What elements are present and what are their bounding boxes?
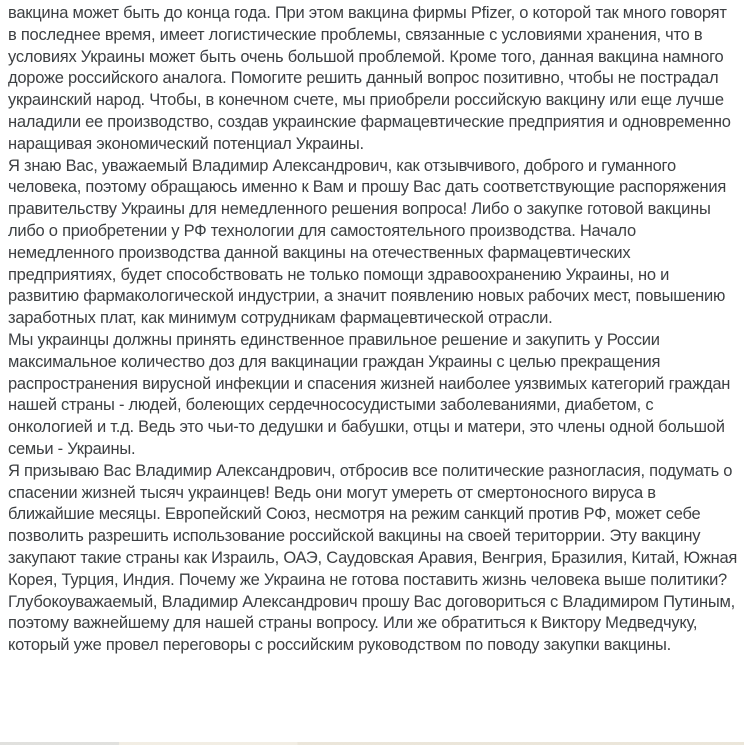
paragraph-ukrainians-decision: Мы украинцы должны принять единственное правильное решение и закупить у России максимальное количество доз для вакцинации граждан Украины с целью прекращения распространения вирусной инфекции и спасения жизней наиболее уязвимых категорий граждан нашей страны - людей, болеющих сердечнососудистыми заболеваниями, диабетом, с онкологией и т.д. Ведь это чьи-то дедушки и бабушки, отцы и матери, это члены одной большой семьи - Украины. xyxy=(8,330,731,458)
paragraph-final-request: Глубокоуважаемый, Владимир Александрович прошу Вас договориться с Владимиром Путиным, поэтому важнейшему для нашей страны вопросу. Или же обратиться к Виктору Медведчуку, который уже провел переговоры с российским руководством по поводу закупки вакцины. xyxy=(8,592,735,655)
paragraph-call-to-action: Я призываю Вас Владимир Александрович, отбросив все политические разногласия, подумать о спасении жизней тысяч украинцев! Ведь они могут умереть от смертоносного вируса в ближайшие месяцы. Европейский Союз, несмотря на режим санкций против РФ, может себе позволить разрешить использование российской вакцины на своей територрии. Эту вакцину закупают такие страны как Израиль, ОАЭ, Саудовская Аравия, Венгрия, Бразилия, Китай, Южная Корея, Турция, Индия. Почему же Украина не готова поставить жизнь человека выше политики? xyxy=(8,461,738,589)
paragraph-appeal-for-orders: Я знаю Вас, уважаемый Владимир Александрович, как отзывчивого, доброго и гуманного человека, поэтому обращаюсь именно к Вам и прошу Вас дать соответствующие распоряжения правительству Украины для немедленного решения вопроса! Либо о закупке готовой вакцины либо о приобретении у РФ технологии для самостоятельного производства. Начало немедленного производства данной вакцины на отечественных фармацевтических предприятиях, будет способствовать не только помощи здравоохранению Украины, но и развитию фармакологической индустрии, а значит появлению новых рабочих мест, повышению заработных плат, как минимум сотрудникам фармацевтической отрасли. xyxy=(8,156,727,328)
paragraph-vaccine-logistics: вакцина может быть до конца года. При этом вакцина фирмы Pfizer, о которой так много говорят в последнее время, имеет логистические проблемы, связанные с условиями хранения, что в условиях Украины может быть очень большой проблемой. Кроме того, данная вакцина намного дороже российского аналога. Помогите решить данный вопрос позитивно, чтобы не пострадал украинский народ. Чтобы, в конечном счете, мы приобрели российскую вакцину или еще лучше наладили ее производство, создав украинские фармацевтические предприятия и одновременно наращивая экономический потенциал Украины. xyxy=(8,4,731,153)
